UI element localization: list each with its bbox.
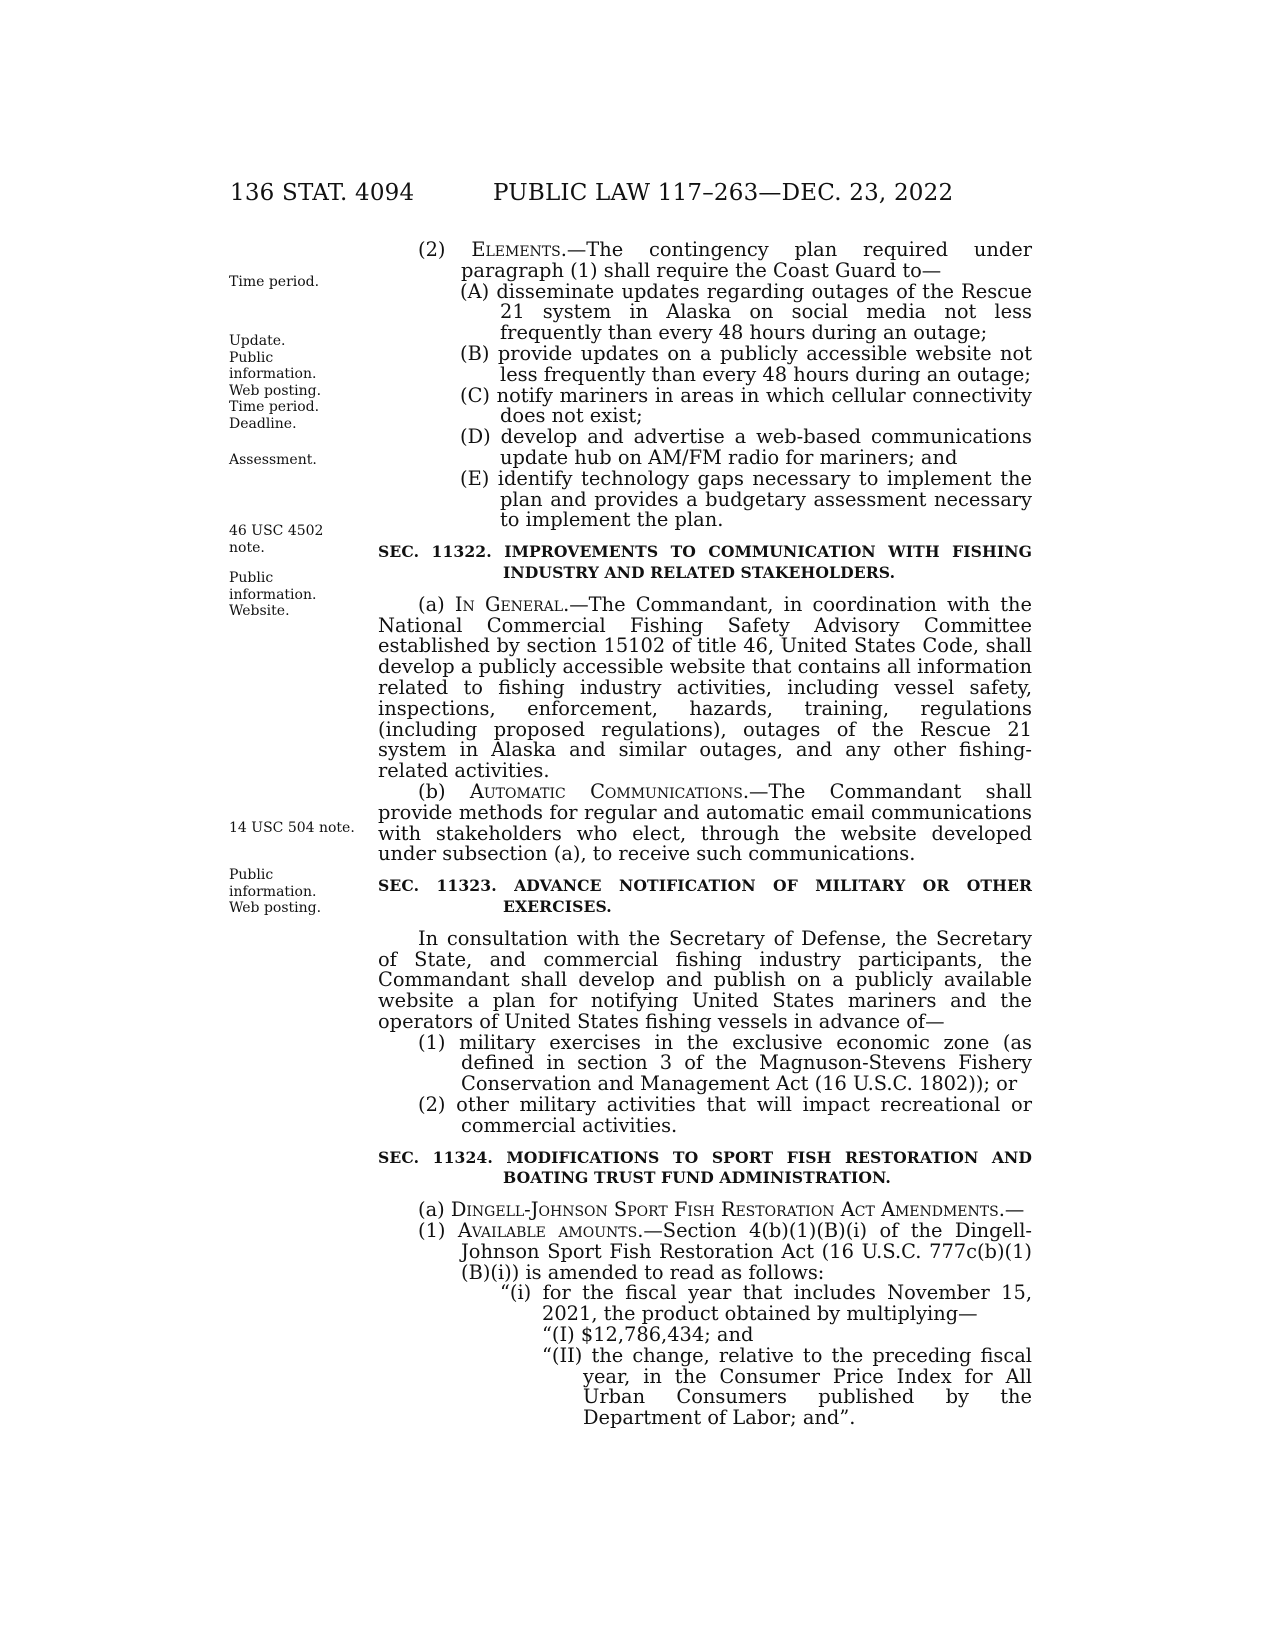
page-body — [378, 240, 1032, 1429]
margin-note-website: Public information. Website. — [229, 570, 317, 619]
item-c: (C) notify mariners in areas in which cellular connectivity does not exist; — [460, 383, 1032, 428]
section-heading-11324: SEC. 11324. MODIFICATIONS TO SPORT FISH RESTORATION AND BOATING TRUST FUND ADMINISTRATION. — [378, 1147, 1032, 1188]
margin-note-usc-4502: 46 USC 4502 note. — [229, 523, 324, 556]
section-11322-subsection-b: (b) Automatic Communications.—The Commandant shall provide methods for regular and automatic email communications with stakeholders who elect, through the website developed under subsection (a), to receive such communications. — [378, 779, 1032, 866]
section-11322-subsection-a: (a) In General.—The Commandant, in coordination with the National Commercial Fishing Safety Advisory Committee established by section 15102 of title 46, United States Code, shall develop a publicly accessible website that contains all information related to fishing industry activities, including vessel safety, inspections, enforcement, hazards, training, regulations (including proposed regulations), outages of the Rescue 21 system in Alaska and similar outages, and any other fishing-related activities. — [378, 592, 1032, 783]
item-a: (A) disseminate updates regarding outages of the Rescue 21 system in Alaska on social media not less frequently than every 48 hours during an outage; — [460, 279, 1032, 345]
item-e: (E) identify technology gaps necessary to implement the plan and provides a budgetary assessment necessary to implement the plan. — [460, 466, 1032, 532]
section-11323-item-2: (2) other military activities that will impact recreational or commercial activities. — [418, 1093, 1032, 1137]
section-heading-11322: SEC. 11322. IMPROVEMENTS TO COMMUNICATION WITH FISHING INDUSTRY AND RELATED STAKEHOLDERS. — [378, 542, 1032, 582]
paragraph-elements: (2) Elements.—The contingency plan required under paragraph (1) shall require the Coast Guard to— — [418, 238, 1032, 282]
quoted-subclause-I: “(I) $12,786,434; and — [542, 1323, 754, 1347]
margin-note-update-group: Update. Public information. Web posting. Time period. Deadline. — [229, 333, 322, 432]
margin-note-assessment: Assessment. — [229, 452, 317, 468]
quoted-subclause-II: “(II) the change, relative to the preceding fiscal year, in the Consumer Price Index for All Urban Consumers published by the Department of Labor; and”. — [542, 1343, 1032, 1430]
page-law-header: PUBLIC LAW 117–263—DEC. 23, 2022 — [493, 180, 954, 206]
section-11323-text: In consultation with the Secretary of Defense, the Secretary of State, and commercial fishing industry participants, the Commandant shall develop and publish on a publicly available website a plan for notifying United States mariners and the operators of United States fishing vessels in advance of— — [378, 926, 1032, 1033]
section-11324-paragraph-1: (1) Available amounts.—Section 4(b)(1)(B)(i) of the Dingell-Johnson Sport Fish Restoration Act (16 U.S.C. 777c(b)(1)(B)(i)) is amended to read as follows: — [418, 1219, 1032, 1284]
item-d: (D) develop and advertise a web-based communications update hub on AM/FM radio for mariners; and — [460, 425, 1032, 469]
page-stat-citation: 136 STAT. 4094 — [230, 180, 415, 206]
margin-note-web-posting: Public information. Web posting. — [229, 867, 322, 916]
item-b: (B) provide updates on a publicly accessible website not less frequently than every 48 hours during an outage; — [460, 341, 1032, 386]
margin-note-usc-504: 14 USC 504 note. — [229, 820, 355, 836]
margin-note-time-period: Time period. — [229, 274, 320, 290]
quoted-clause-i: “(i) for the fiscal year that includes November 15, 2021, the product obtained by multiplying— — [500, 1281, 1032, 1326]
section-11324-subsection-a: (a) Dingell-Johnson Sport Fish Restoration Act Amendments.— — [418, 1198, 1025, 1222]
section-11323-item-1: (1) military exercises in the exclusive economic zone (as defined in section 3 of the Magnuson-Stevens Fishery Conservation and Management Act (16 U.S.C. 1802)); or — [418, 1030, 1032, 1096]
section-heading-11323: SEC. 11323. ADVANCE NOTIFICATION OF MILITARY OR OTHER EXERCISES. — [378, 876, 1032, 916]
